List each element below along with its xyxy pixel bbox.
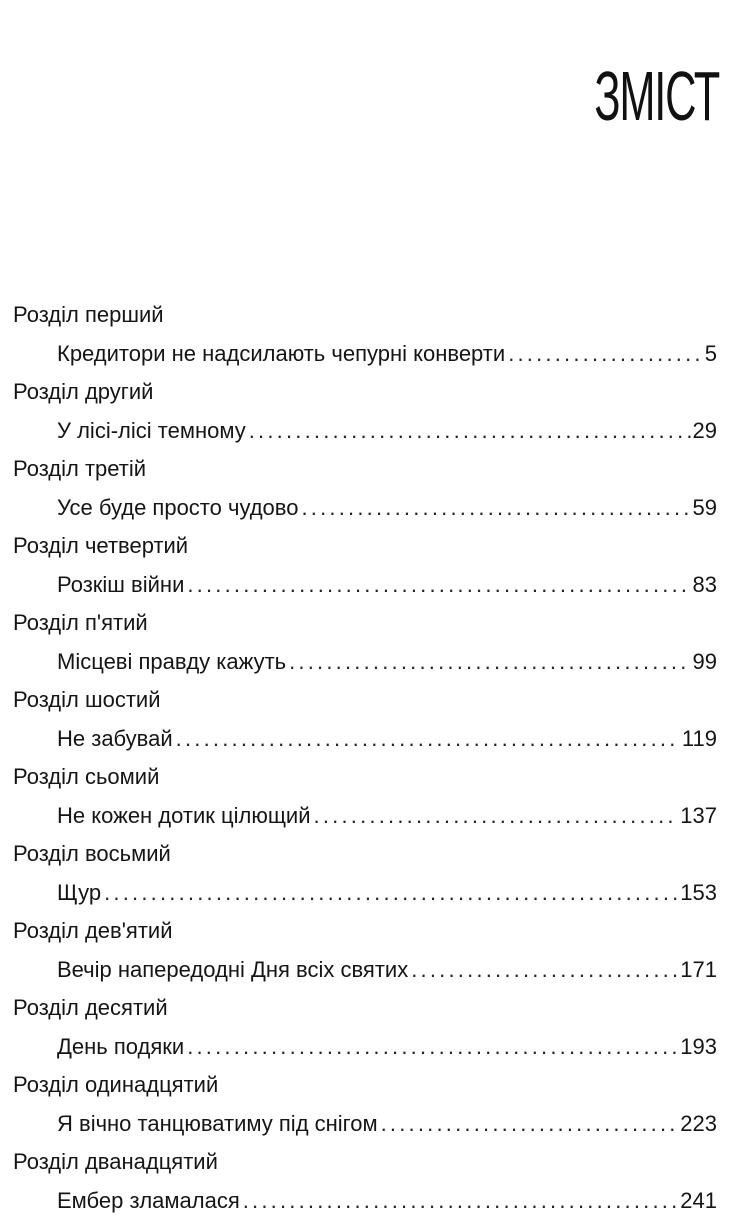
page-number: 59: [692, 495, 717, 520]
toc-chapter: [0, 835, 731, 912]
toc-chapter: [0, 681, 731, 758]
dot-leader: [187, 570, 690, 600]
dot-leader: [301, 493, 690, 523]
toc-entry[interactable]: [57, 339, 717, 369]
toc-chapter: [0, 1143, 731, 1220]
page-number: 241: [680, 1188, 717, 1213]
chapter-title: Кредитори не надсилають чепурні конверти: [57, 341, 506, 366]
chapter-heading: Розділ восьмий: [13, 841, 171, 866]
chapter-heading: Розділ дванадцятий: [13, 1149, 218, 1174]
toc-entry[interactable]: [57, 647, 717, 677]
toc-entry[interactable]: [57, 1186, 717, 1216]
chapter-title: Щур: [57, 880, 102, 905]
toc-chapter: [0, 604, 731, 681]
dot-leader: [314, 801, 679, 831]
page-number: 29: [692, 418, 717, 443]
page-number: 137: [680, 803, 717, 828]
chapter-title: Ембер зламалася: [57, 1188, 240, 1213]
dot-leader: [508, 339, 703, 369]
dot-leader: [289, 647, 690, 677]
chapter-heading: Розділ дев'ятий: [13, 918, 173, 943]
toc-entry[interactable]: [57, 801, 717, 831]
page-number: 83: [692, 572, 717, 597]
page-number: 119: [681, 726, 717, 751]
chapter-heading: Розділ четвертий: [13, 533, 189, 558]
toc-chapter: [0, 989, 731, 1066]
chapter-heading: Розділ п'ятий: [13, 610, 148, 635]
chapter-title: День подяки: [57, 1034, 185, 1059]
page-number: 171: [680, 957, 717, 982]
toc-entry[interactable]: [57, 724, 717, 754]
chapter-heading: Розділ десятий: [13, 995, 168, 1020]
page-number: 223: [680, 1111, 717, 1136]
chapter-title: Вечір напередодні Дня всіх святих: [57, 957, 409, 982]
toc-entry[interactable]: [57, 1032, 717, 1062]
table-of-contents: [0, 296, 731, 1220]
dot-leader: [249, 416, 691, 446]
toc-entry[interactable]: [57, 878, 717, 908]
dot-leader: [187, 1032, 678, 1062]
chapter-heading: Розділ сьомий: [13, 764, 160, 789]
chapter-title: Розкіш війни: [57, 572, 185, 597]
page-number: 5: [704, 341, 717, 366]
page-title: ЗМІСТ: [594, 56, 719, 135]
toc-entry[interactable]: [57, 416, 717, 446]
chapter-heading: Розділ шостий: [13, 687, 161, 712]
chapter-title: Усе буде просто чудово: [57, 495, 299, 520]
dot-leader: [381, 1109, 679, 1139]
chapter-heading: Розділ одинадцятий: [13, 1072, 219, 1097]
chapter-title: Не забувай: [57, 726, 173, 751]
page-number: 153: [680, 880, 717, 905]
chapter-title: Я вічно танцюватиму під снігом: [57, 1111, 378, 1136]
chapter-heading: Розділ другий: [13, 379, 154, 404]
dot-leader: [243, 1186, 679, 1216]
chapter-heading: Розділ перший: [13, 302, 164, 327]
dot-leader: [104, 878, 678, 908]
toc-entry[interactable]: [57, 493, 717, 523]
toc-entry[interactable]: [57, 955, 717, 985]
toc-chapter: [0, 527, 731, 604]
toc-chapter: [0, 758, 731, 835]
toc-chapter: [0, 450, 731, 527]
toc-chapter: [0, 912, 731, 989]
toc-chapter: [0, 373, 731, 450]
chapter-heading: Розділ третій: [13, 456, 147, 481]
chapter-title: Не кожен дотик цілющий: [57, 803, 311, 828]
toc-entry[interactable]: [57, 570, 717, 600]
chapter-title: У лісі-лісі темному: [57, 418, 246, 443]
toc-entry[interactable]: [57, 1109, 717, 1139]
page-number: 193: [680, 1034, 717, 1059]
toc-chapter: [0, 296, 731, 373]
toc-chapter: [0, 1066, 731, 1143]
dot-leader: [176, 724, 680, 754]
dot-leader: [411, 955, 678, 985]
chapter-title: Місцеві правду кажуть: [57, 649, 287, 674]
page-number: 99: [692, 649, 717, 674]
